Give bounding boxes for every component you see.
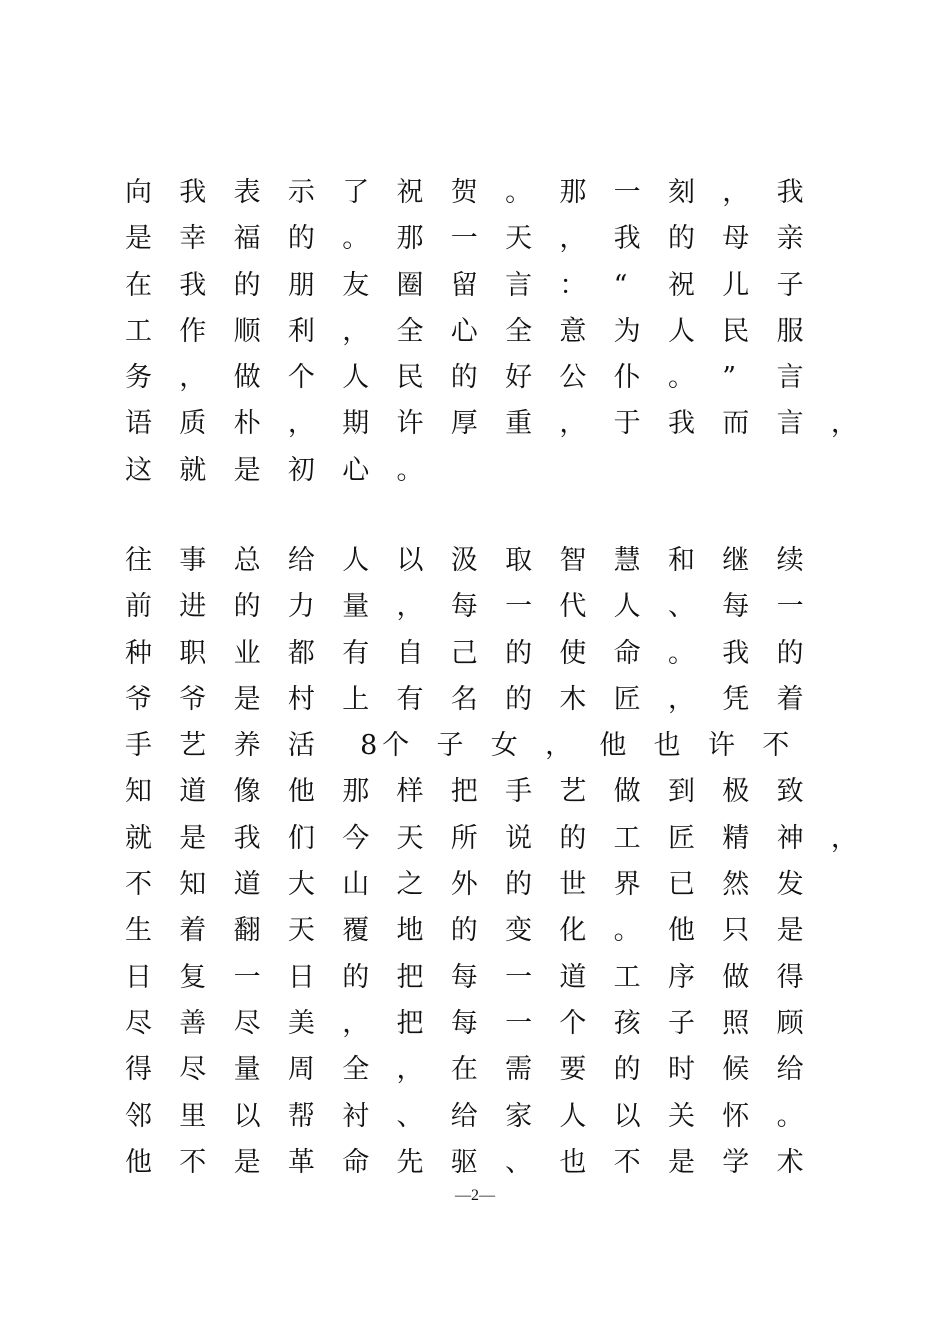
text-line: 是 幸 福 的 。 那 一 天 ， 我 的 母 亲 xyxy=(125,223,804,255)
text-line: 务 ， 做 个 人 民 的 好 公 仆 。 ” 言 xyxy=(125,362,804,394)
text-line: 不 知 道 大 山 之 外 的 世 界 已 然 发 xyxy=(125,869,804,901)
paragraph-2 xyxy=(125,538,858,1186)
text-line: 邻 里 以 帮 衬 、 给 家 人 以 关 怀 。 xyxy=(125,1100,804,1132)
paragraph-1 xyxy=(125,170,858,494)
text-line: 得 尽 量 周 全 ， 在 需 要 的 时 候 给 xyxy=(125,1054,804,1086)
text-line: 往 事 总 给 人 以 汲 取 智 慧 和 继 续 xyxy=(125,545,804,576)
text-line: 日 复 一 日 的 把 每 一 道 工 序 做 得 xyxy=(125,961,804,993)
text-line: 就 是 我 们 今 天 所 说 的 工 匠 精 神 ， xyxy=(125,822,858,854)
text-line: 工 作 顺 利 ， 全 心 全 意 为 人 民 服 xyxy=(125,315,804,347)
text-line: 手 艺 养 活 8 个 子 女 ， 他 也 许 不 xyxy=(125,730,790,762)
text-line: 种 职 业 都 有 自 己 的 使 命 。 我 的 xyxy=(125,637,804,669)
text-line: 前 进 的 力 量 ， 每 一 代 人 、 每 一 xyxy=(125,591,804,623)
text-line: 他 不 是 革 命 先 驱 、 也 不 是 学 术 xyxy=(125,1146,804,1178)
text-line: 这 就 是 初 心 。 xyxy=(125,454,424,486)
text-line: 在 我 的 朋 友 圈 留 言 ： “ 祝 儿 子 xyxy=(125,269,804,301)
text-line: 生 着 翻 天 覆 地 的 变 化 。 他 只 是 xyxy=(125,915,804,947)
text-line: 爷 爷 是 村 上 有 名 的 木 匠 ， 凭 着 xyxy=(125,683,804,715)
page-number: —2— xyxy=(455,1187,495,1204)
text-line: 向 我 表 示 了 祝 贺 。 那 一 刻 ， 我 xyxy=(125,177,804,208)
text-line: 知 道 像 他 那 样 把 手 艺 做 到 极 致 xyxy=(125,776,804,808)
text-line: 语 质 朴 ， 期 许 厚 重 ， 于 我 而 言 ， xyxy=(125,408,858,440)
text-line: 尽 善 尽 美 ， 把 每 一 个 孩 子 照 顾 xyxy=(125,1007,804,1039)
